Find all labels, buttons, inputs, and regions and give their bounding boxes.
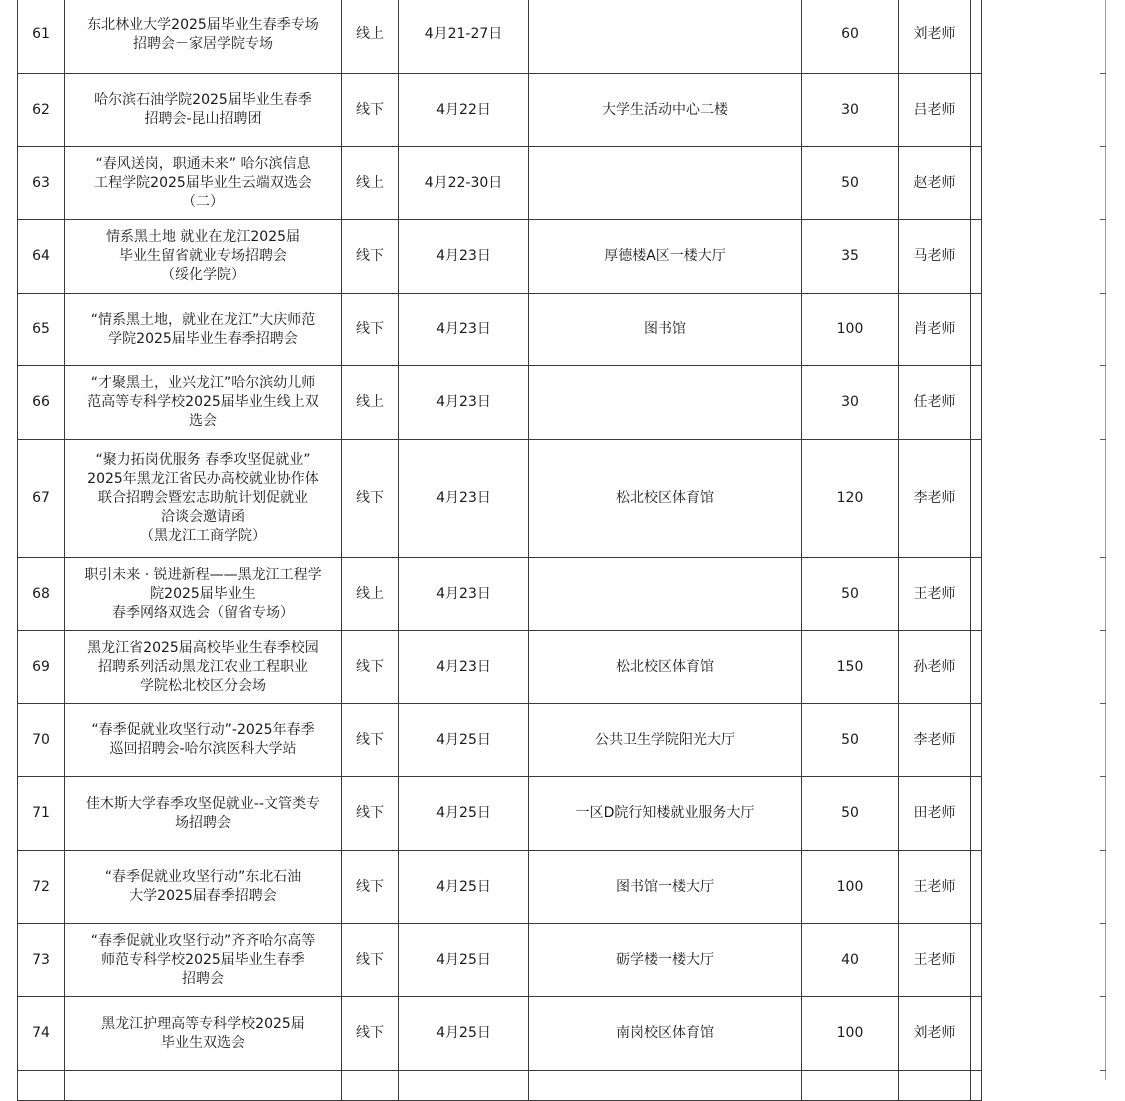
row-edge-cell (971, 997, 982, 1071)
rule-tick (1100, 439, 1106, 440)
fair-date-cell: 4月23日 (399, 631, 529, 704)
empty-cell (971, 1071, 982, 1101)
employer-count-cell: 35 (802, 220, 899, 294)
fair-venue-cell: 图书馆 (529, 294, 802, 366)
rule-tick (1100, 703, 1106, 704)
fair-name-cell: “春季促就业攻坚行动”齐齐哈尔高等 师范专科学校2025届毕业生春季 招聘会 (65, 924, 342, 997)
table-row-partial (18, 1071, 982, 1101)
fair-name-cell: “春季促就业攻坚行动”东北石油 大学2025届春季招聘会 (65, 851, 342, 924)
row-edge-cell (971, 851, 982, 924)
fair-date-cell: 4月23日 (399, 558, 529, 631)
empty-cell (899, 1071, 971, 1101)
table-row (18, 366, 982, 440)
contact-person-cell: 田老师 (899, 777, 971, 851)
contact-person-cell: 李老师 (899, 440, 971, 558)
fair-name-cell: 职引未来 · 锐进新程——黑龙江工程学 院2025届毕业生 春季网络双选会（留省专场） (65, 558, 342, 631)
fair-venue-cell: 厚德楼A区一楼大厅 (529, 220, 802, 294)
contact-person-cell: 刘老师 (899, 0, 971, 74)
row-edge-cell (971, 777, 982, 851)
fair-date-cell: 4月25日 (399, 851, 529, 924)
fair-venue-cell: 松北校区体育馆 (529, 440, 802, 558)
employer-count-cell: 30 (802, 74, 899, 147)
fair-date-cell: 4月23日 (399, 294, 529, 366)
row-number-cell: 71 (18, 777, 65, 851)
fair-mode-cell: 线上 (342, 366, 399, 440)
employer-count-cell: 100 (802, 851, 899, 924)
employer-count-cell: 100 (802, 294, 899, 366)
fair-venue-cell: 砺学楼一楼大厅 (529, 924, 802, 997)
table-row (18, 704, 982, 777)
fair-date-cell: 4月25日 (399, 924, 529, 997)
fair-venue-cell (529, 558, 802, 631)
contact-person-cell: 赵老师 (899, 147, 971, 220)
rule-tick (1100, 219, 1106, 220)
employer-count-cell: 40 (802, 924, 899, 997)
contact-person-cell: 吕老师 (899, 74, 971, 147)
contact-person-cell: 王老师 (899, 851, 971, 924)
fair-name-cell: “才聚黑土，业兴龙江”哈尔滨幼儿师 范高等专科学校2025届毕业生线上双 选会 (65, 366, 342, 440)
row-number-cell: 67 (18, 440, 65, 558)
employer-count-cell: 50 (802, 777, 899, 851)
row-number-cell: 61 (18, 0, 65, 74)
employer-count-cell: 60 (802, 0, 899, 74)
row-edge-cell (971, 440, 982, 558)
fair-date-cell: 4月25日 (399, 997, 529, 1071)
fair-name-cell: 佳木斯大学春季攻坚促就业--文管类专 场招聘会 (65, 777, 342, 851)
row-number-cell: 66 (18, 366, 65, 440)
table-row (18, 294, 982, 366)
fair-date-cell: 4月23日 (399, 440, 529, 558)
fair-name-cell: 黑龙江护理高等专科学校2025届 毕业生双选会 (65, 997, 342, 1071)
fair-date-cell: 4月21-27日 (399, 0, 529, 74)
table-row (18, 0, 982, 74)
row-edge-cell (971, 558, 982, 631)
employer-count-cell: 50 (802, 558, 899, 631)
table-row (18, 851, 982, 924)
contact-person-cell: 孙老师 (899, 631, 971, 704)
fair-venue-cell: 公共卫生学院阳光大厅 (529, 704, 802, 777)
rule-tick (1100, 73, 1106, 74)
row-number-cell: 69 (18, 631, 65, 704)
row-edge-cell (971, 704, 982, 777)
table-row (18, 147, 982, 220)
fair-mode-cell: 线下 (342, 777, 399, 851)
fair-mode-cell: 线下 (342, 294, 399, 366)
contact-person-cell: 任老师 (899, 366, 971, 440)
fair-venue-cell: 图书馆一楼大厅 (529, 851, 802, 924)
fair-venue-cell (529, 147, 802, 220)
row-edge-cell (971, 74, 982, 147)
row-number-cell: 65 (18, 294, 65, 366)
fair-schedule-table (17, 0, 982, 1101)
fair-name-cell: “聚力拓岗优服务 春季攻坚促就业” 2025年黑龙江省民办高校就业协作体 联合招聘会暨宏志助航计划促就业 洽谈会邀请函 （黑龙江工商学院） (65, 440, 342, 558)
fair-mode-cell: 线上 (342, 0, 399, 74)
fair-date-cell: 4月23日 (399, 366, 529, 440)
table-row (18, 74, 982, 147)
fair-name-cell: “春季促就业攻坚行动”-2025年春季 巡回招聘会-哈尔滨医科大学站 (65, 704, 342, 777)
fair-mode-cell: 线下 (342, 220, 399, 294)
empty-cell (18, 1071, 65, 1101)
row-number-cell: 68 (18, 558, 65, 631)
table-row (18, 631, 982, 704)
row-edge-cell (971, 147, 982, 220)
employer-count-cell: 50 (802, 147, 899, 220)
empty-cell (342, 1071, 399, 1101)
rule-tick (1100, 776, 1106, 777)
table-row (18, 440, 982, 558)
employer-count-cell: 50 (802, 704, 899, 777)
fair-mode-cell: 线下 (342, 851, 399, 924)
contact-person-cell: 马老师 (899, 220, 971, 294)
row-edge-cell (971, 220, 982, 294)
employer-count-cell: 120 (802, 440, 899, 558)
empty-cell (65, 1071, 342, 1101)
fair-name-cell: “春风送岗，职通未来” 哈尔滨信息 工程学院2025届毕业生云端双选会 （二） (65, 147, 342, 220)
table-row (18, 997, 982, 1071)
rule-tick (1100, 996, 1106, 997)
row-edge-cell (971, 631, 982, 704)
table-row (18, 220, 982, 294)
fair-mode-cell: 线下 (342, 997, 399, 1071)
contact-person-cell: 刘老师 (899, 997, 971, 1071)
fair-date-cell: 4月23日 (399, 220, 529, 294)
employer-count-cell: 30 (802, 366, 899, 440)
fair-name-cell: 东北林业大学2025届毕业生春季专场 招聘会－家居学院专场 (65, 0, 342, 74)
fair-mode-cell: 线下 (342, 440, 399, 558)
contact-person-cell: 王老师 (899, 924, 971, 997)
fair-mode-cell: 线下 (342, 704, 399, 777)
fair-venue-cell: 南岗校区体育馆 (529, 997, 802, 1071)
rule-tick (1100, 630, 1106, 631)
fair-name-cell: 黑龙江省2025届高校毕业生春季校园 招聘系列活动黑龙江农业工程职业 学院松北校区分会场 (65, 631, 342, 704)
page-right-rule (1105, 0, 1106, 1080)
table-row (18, 777, 982, 851)
contact-person-cell: 王老师 (899, 558, 971, 631)
fair-venue-cell: 松北校区体育馆 (529, 631, 802, 704)
fair-date-cell: 4月22日 (399, 74, 529, 147)
rule-tick (1100, 557, 1106, 558)
row-number-cell: 74 (18, 997, 65, 1071)
rule-tick (1100, 293, 1106, 294)
rule-tick (1100, 850, 1106, 851)
fair-venue-cell (529, 0, 802, 74)
table-row (18, 558, 982, 631)
rule-tick (1100, 1070, 1106, 1071)
rule-tick (1100, 923, 1106, 924)
empty-cell (529, 1071, 802, 1101)
fair-date-cell: 4月22-30日 (399, 147, 529, 220)
fair-mode-cell: 线上 (342, 147, 399, 220)
fair-schedule-sheet (17, 0, 982, 1101)
fair-name-cell: “情系黑土地，就业在龙江”大庆师范 学院2025届毕业生春季招聘会 (65, 294, 342, 366)
empty-cell (802, 1071, 899, 1101)
fair-date-cell: 4月25日 (399, 777, 529, 851)
fair-venue-cell: 一区D院行知楼就业服务大厅 (529, 777, 802, 851)
employer-count-cell: 100 (802, 997, 899, 1071)
row-number-cell: 64 (18, 220, 65, 294)
fair-date-cell: 4月25日 (399, 704, 529, 777)
empty-cell (399, 1071, 529, 1101)
row-edge-cell (971, 294, 982, 366)
row-edge-cell (971, 924, 982, 997)
fair-mode-cell: 线下 (342, 74, 399, 147)
fair-mode-cell: 线下 (342, 924, 399, 997)
rule-tick (1100, 146, 1106, 147)
row-number-cell: 70 (18, 704, 65, 777)
row-number-cell: 62 (18, 74, 65, 147)
fair-name-cell: 哈尔滨石油学院2025届毕业生春季 招聘会-昆山招聘团 (65, 74, 342, 147)
fair-mode-cell: 线下 (342, 631, 399, 704)
rule-tick (1100, 365, 1106, 366)
fair-name-cell: 情系黑土地 就业在龙江2025届 毕业生留省就业专场招聘会 （绥化学院） (65, 220, 342, 294)
row-edge-cell (971, 366, 982, 440)
fair-venue-cell: 大学生活动中心二楼 (529, 74, 802, 147)
fair-mode-cell: 线上 (342, 558, 399, 631)
contact-person-cell: 李老师 (899, 704, 971, 777)
table-row (18, 924, 982, 997)
row-number-cell: 72 (18, 851, 65, 924)
contact-person-cell: 肖老师 (899, 294, 971, 366)
row-number-cell: 73 (18, 924, 65, 997)
employer-count-cell: 150 (802, 631, 899, 704)
fair-venue-cell (529, 366, 802, 440)
row-edge-cell (971, 0, 982, 74)
row-number-cell: 63 (18, 147, 65, 220)
